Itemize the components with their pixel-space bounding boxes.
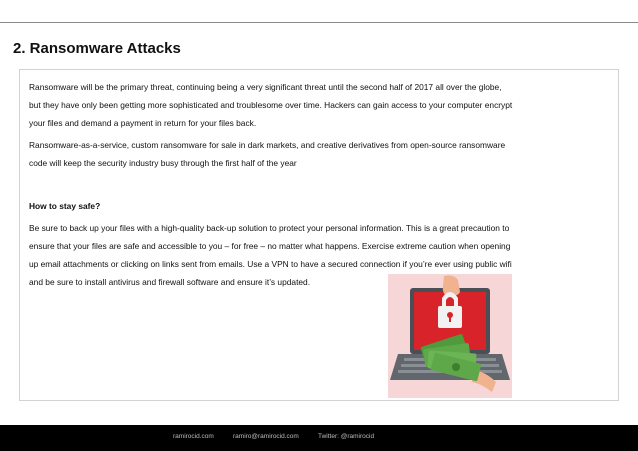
footer-bar — [0, 425, 638, 451]
intro-line-1: Ransomware will be the primary threat, continuing being a very significant threat until the second half of 2017 all over the globe, — [29, 82, 502, 92]
footer-site-link[interactable]: ramirocid.com — [173, 433, 214, 440]
top-divider — [0, 22, 638, 23]
footer-twitter-link[interactable]: Twitter: @ramirocid — [318, 433, 375, 440]
ransomware-laptop-padlock-money-icon — [388, 274, 512, 398]
howto-line-3: up email attachments or clicking on links sent from emails. Use a VPN to have a secured connection if you’re ever using public wifi — [29, 259, 512, 269]
howto-line-2: ensure that your files are safe and accessible to you – for free – no matter what happens. Exercise extreme caution when opening — [29, 241, 511, 251]
section-title: 2. Ransomware Attacks — [13, 40, 181, 57]
intro-line-3: your files and demand a payment in return for your files back. — [29, 118, 257, 128]
intro-line-2: but they have only been getting more sophisticated and troublesome over time. Hackers can gain access to your computer encrypt — [29, 100, 513, 110]
raas-line-1: Ransomware-as-a-service, custom ransomware for sale in dark markets, and creative derivatives from open-source ransomware — [29, 140, 506, 150]
footer-email-link[interactable]: ramiro@ramirocid.com — [233, 433, 299, 440]
howto-heading: How to stay safe? — [29, 201, 101, 211]
howto-line-1: Be sure to back up your files with a high-quality back-up solution to protect your personal information. This is a great precaution to — [29, 223, 510, 233]
howto-line-4: and be sure to install antivirus and firewall software and ensure it’s updated. — [29, 277, 311, 287]
raas-line-2: code will keep the security industry busy through the first half of the year — [29, 158, 297, 168]
